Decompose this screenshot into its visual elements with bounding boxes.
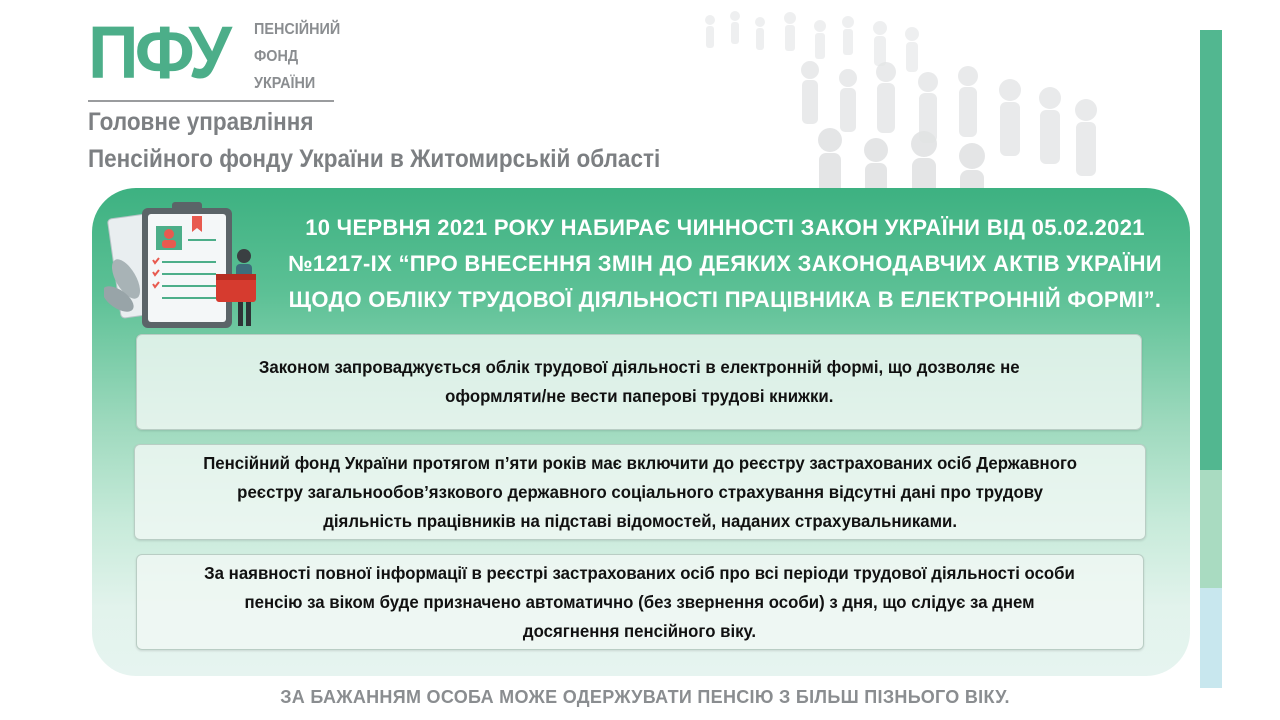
organization-line2: Пенсійного фонду України в Житомирській області bbox=[88, 145, 661, 173]
strip-segment-mid bbox=[1200, 470, 1222, 588]
info-box-3-line2: пенсію за віком буде призначено автоматично (без звернення особи) з дня, що слідує за днем bbox=[244, 591, 1036, 612]
footer-note: ЗА БАЖАННЯМ ОСОБА МОЖЕ ОДЕРЖУВАТИ ПЕНСІЮ З БІЛЬШ ПІЗНЬОГО ВІКУ. bbox=[280, 687, 1010, 707]
organization-line1: Головне управління bbox=[88, 108, 314, 136]
headline-line3: ЩОДО ОБЛІКУ ТРУДОВОЇ ДІЯЛЬНОСТІ ПРАЦІВНИКА В ЕЛЕКТРОННІЙ ФОРМІ”. bbox=[288, 287, 1162, 312]
headline-line2: №1217-ІХ “ПРО ВНЕСЕННЯ ЗМІН ДО ДЕЯКИХ ЗАКОНОДАВЧИХ АКТІВ УКРАЇНИ bbox=[288, 251, 1162, 276]
side-color-strip bbox=[1200, 30, 1222, 688]
logo-text-line3: УКРАЇНИ bbox=[253, 75, 315, 92]
info-box-2-line2: реєстру загальнообов’язкового державного соціального страхування відсутні дані про трудову bbox=[237, 481, 1043, 502]
info-box-2-line1: Пенсійний фонд України протягом п’яти років має включити до реєстру застрахованих осіб Державного bbox=[203, 452, 1077, 473]
logo-mark: ПФУ bbox=[88, 11, 229, 94]
document-clipboard-person-icon bbox=[104, 194, 284, 344]
logo-text-line1: ПЕНСІЙНИЙ bbox=[253, 21, 340, 38]
logo-text bbox=[254, 16, 340, 97]
info-box-3-line3: досягнення пенсійного віку. bbox=[523, 620, 757, 641]
info-box-2-line3: діяльність працівників на підставі відомостей, наданих страхувальниками. bbox=[323, 510, 957, 531]
pfu-logo bbox=[88, 11, 349, 97]
info-box-automatic-pension bbox=[136, 554, 1144, 650]
info-box-electronic-record bbox=[136, 334, 1142, 430]
info-box-registry-inclusion bbox=[134, 444, 1146, 540]
info-box-1-line2: оформляти/не вести паперові трудові книжки. bbox=[444, 386, 834, 406]
logo-text-line2: ФОНД bbox=[253, 48, 298, 65]
strip-segment-light bbox=[1200, 588, 1222, 688]
organization-title bbox=[88, 104, 660, 178]
info-box-3-line1: За наявності повної інформації в реєстрі застрахованих осіб про всі періоди трудової діяльності особи bbox=[204, 562, 1076, 583]
logo-divider bbox=[88, 100, 334, 102]
headline bbox=[270, 210, 1180, 318]
strip-segment-dark bbox=[1200, 30, 1222, 470]
headline-line1: 10 ЧЕРВНЯ 2021 РОКУ НАБИРАЄ ЧИННОСТІ ЗАКОН УКРАЇНИ ВІД 05.02.2021 bbox=[305, 215, 1145, 240]
info-box-1-line1: Законом запроваджується облік трудової діяльності в електронній формі, що дозволяє не bbox=[258, 357, 1020, 377]
